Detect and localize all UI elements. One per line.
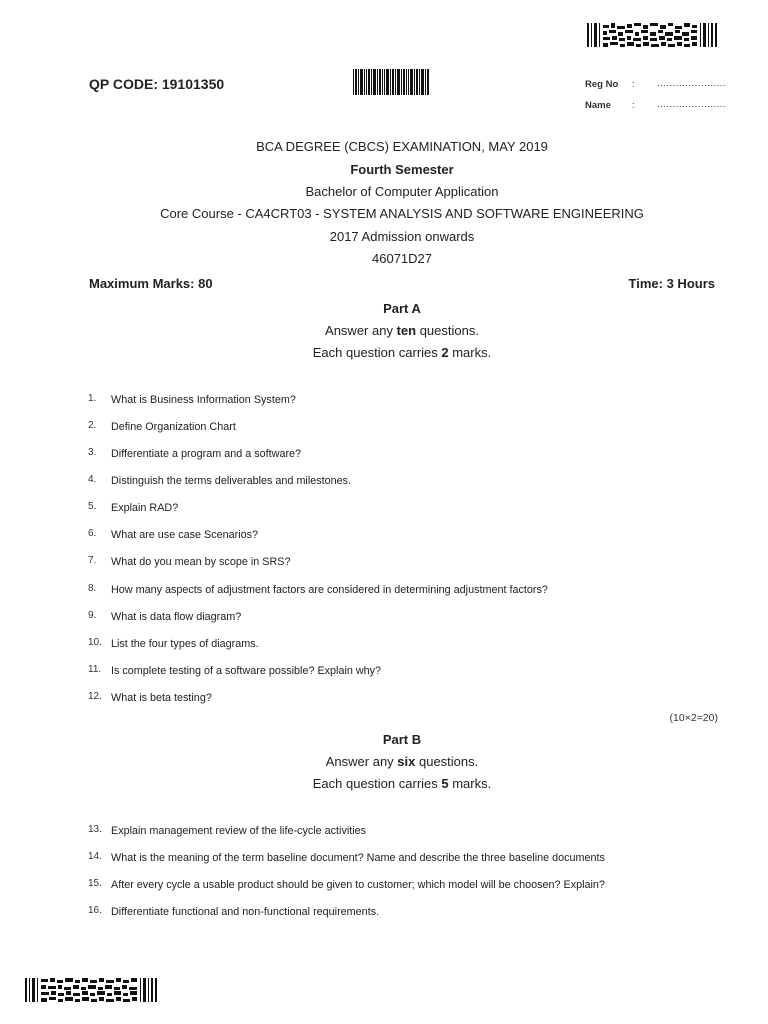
part-a-instruction: Answer any ten questions. xyxy=(325,323,479,338)
paper-code: 46071D27 xyxy=(372,251,432,266)
question-text: What is data flow diagram? xyxy=(111,611,242,623)
question-text: Explain RAD? xyxy=(111,502,179,514)
part-b-title: Part B xyxy=(382,732,422,747)
reg-no-label: Reg No xyxy=(585,79,619,90)
question-number: 11. xyxy=(88,664,102,675)
reg-no-colon: : xyxy=(632,79,635,90)
question-text: List the four types of diagrams. xyxy=(111,638,259,650)
question-number: 4. xyxy=(88,474,97,485)
admission: 2017 Admission onwards xyxy=(329,229,475,244)
question-text: Distinguish the terms deliverables and milestones. xyxy=(111,475,352,487)
barcode-bottom-left xyxy=(25,978,157,1002)
question-text: Define Organization Chart xyxy=(111,421,236,433)
question-number: 6. xyxy=(88,528,97,539)
question-text: Differentiate functional and non-functional requirements. xyxy=(111,906,380,918)
question-text: After every cycle a usable product should be given to customer; which model will be choosen? Explain? xyxy=(111,879,605,891)
part-a-title: Part A xyxy=(383,301,421,316)
question-text: Differentiate a program and a software? xyxy=(111,448,302,460)
question-number: 15. xyxy=(88,878,102,889)
part-a-marks: Each question carries 2 marks. xyxy=(312,345,492,360)
name-label: Name xyxy=(585,100,611,111)
question-number: 1. xyxy=(88,393,97,404)
max-marks: Maximum Marks: 80 xyxy=(89,276,213,291)
question-text: What are use case Scenarios? xyxy=(111,529,259,541)
part-b-marks: Each question carries 5 marks. xyxy=(312,776,492,791)
question-number: 9. xyxy=(88,610,97,621)
qp-code: QP CODE: 19101350 xyxy=(89,76,225,92)
question-text: What is the meaning of the term baseline document? Name and describe the three baseline documents xyxy=(111,852,605,864)
question-text: Explain management review of the life-cycle activities xyxy=(111,825,367,837)
question-number: 10. xyxy=(88,637,102,648)
question-number: 5. xyxy=(88,501,97,512)
question-text: What is Business Information System? xyxy=(111,394,296,406)
course: Core Course - CA4CRT03 - SYSTEM ANALYSIS AND SOFTWARE ENGINEERING xyxy=(160,206,644,221)
question-number: 13. xyxy=(88,824,102,835)
name-colon: : xyxy=(632,100,635,111)
question-number: 8. xyxy=(88,583,97,594)
question-number: 16. xyxy=(88,905,102,916)
reg-no-field[interactable]: ...................... xyxy=(657,78,727,89)
question-number: 7. xyxy=(88,555,97,566)
question-number: 3. xyxy=(88,447,97,458)
question-text: What is beta testing? xyxy=(111,692,212,704)
question-text: How many aspects of adjustment factors are considered in determining adjustment factors? xyxy=(111,584,548,596)
exam-title: BCA DEGREE (CBCS) EXAMINATION, MAY 2019 xyxy=(256,139,548,154)
name-field[interactable]: ...................... xyxy=(657,99,727,110)
barcode-center xyxy=(353,69,429,95)
question-number: 2. xyxy=(88,420,97,431)
question-text: What do you mean by scope in SRS? xyxy=(111,556,291,568)
time: Time: 3 Hours xyxy=(628,276,715,291)
semester: Fourth Semester xyxy=(350,162,454,177)
barcode-top-right xyxy=(587,23,717,47)
question-number: 12. xyxy=(88,691,102,702)
question-text: Is complete testing of a software possible? Explain why? xyxy=(111,665,382,677)
program: Bachelor of Computer Application xyxy=(305,184,499,199)
question-number: 14. xyxy=(88,851,102,862)
part-b-instruction: Answer any six questions. xyxy=(325,754,479,769)
part-a-score: (10×2=20) xyxy=(669,712,718,724)
